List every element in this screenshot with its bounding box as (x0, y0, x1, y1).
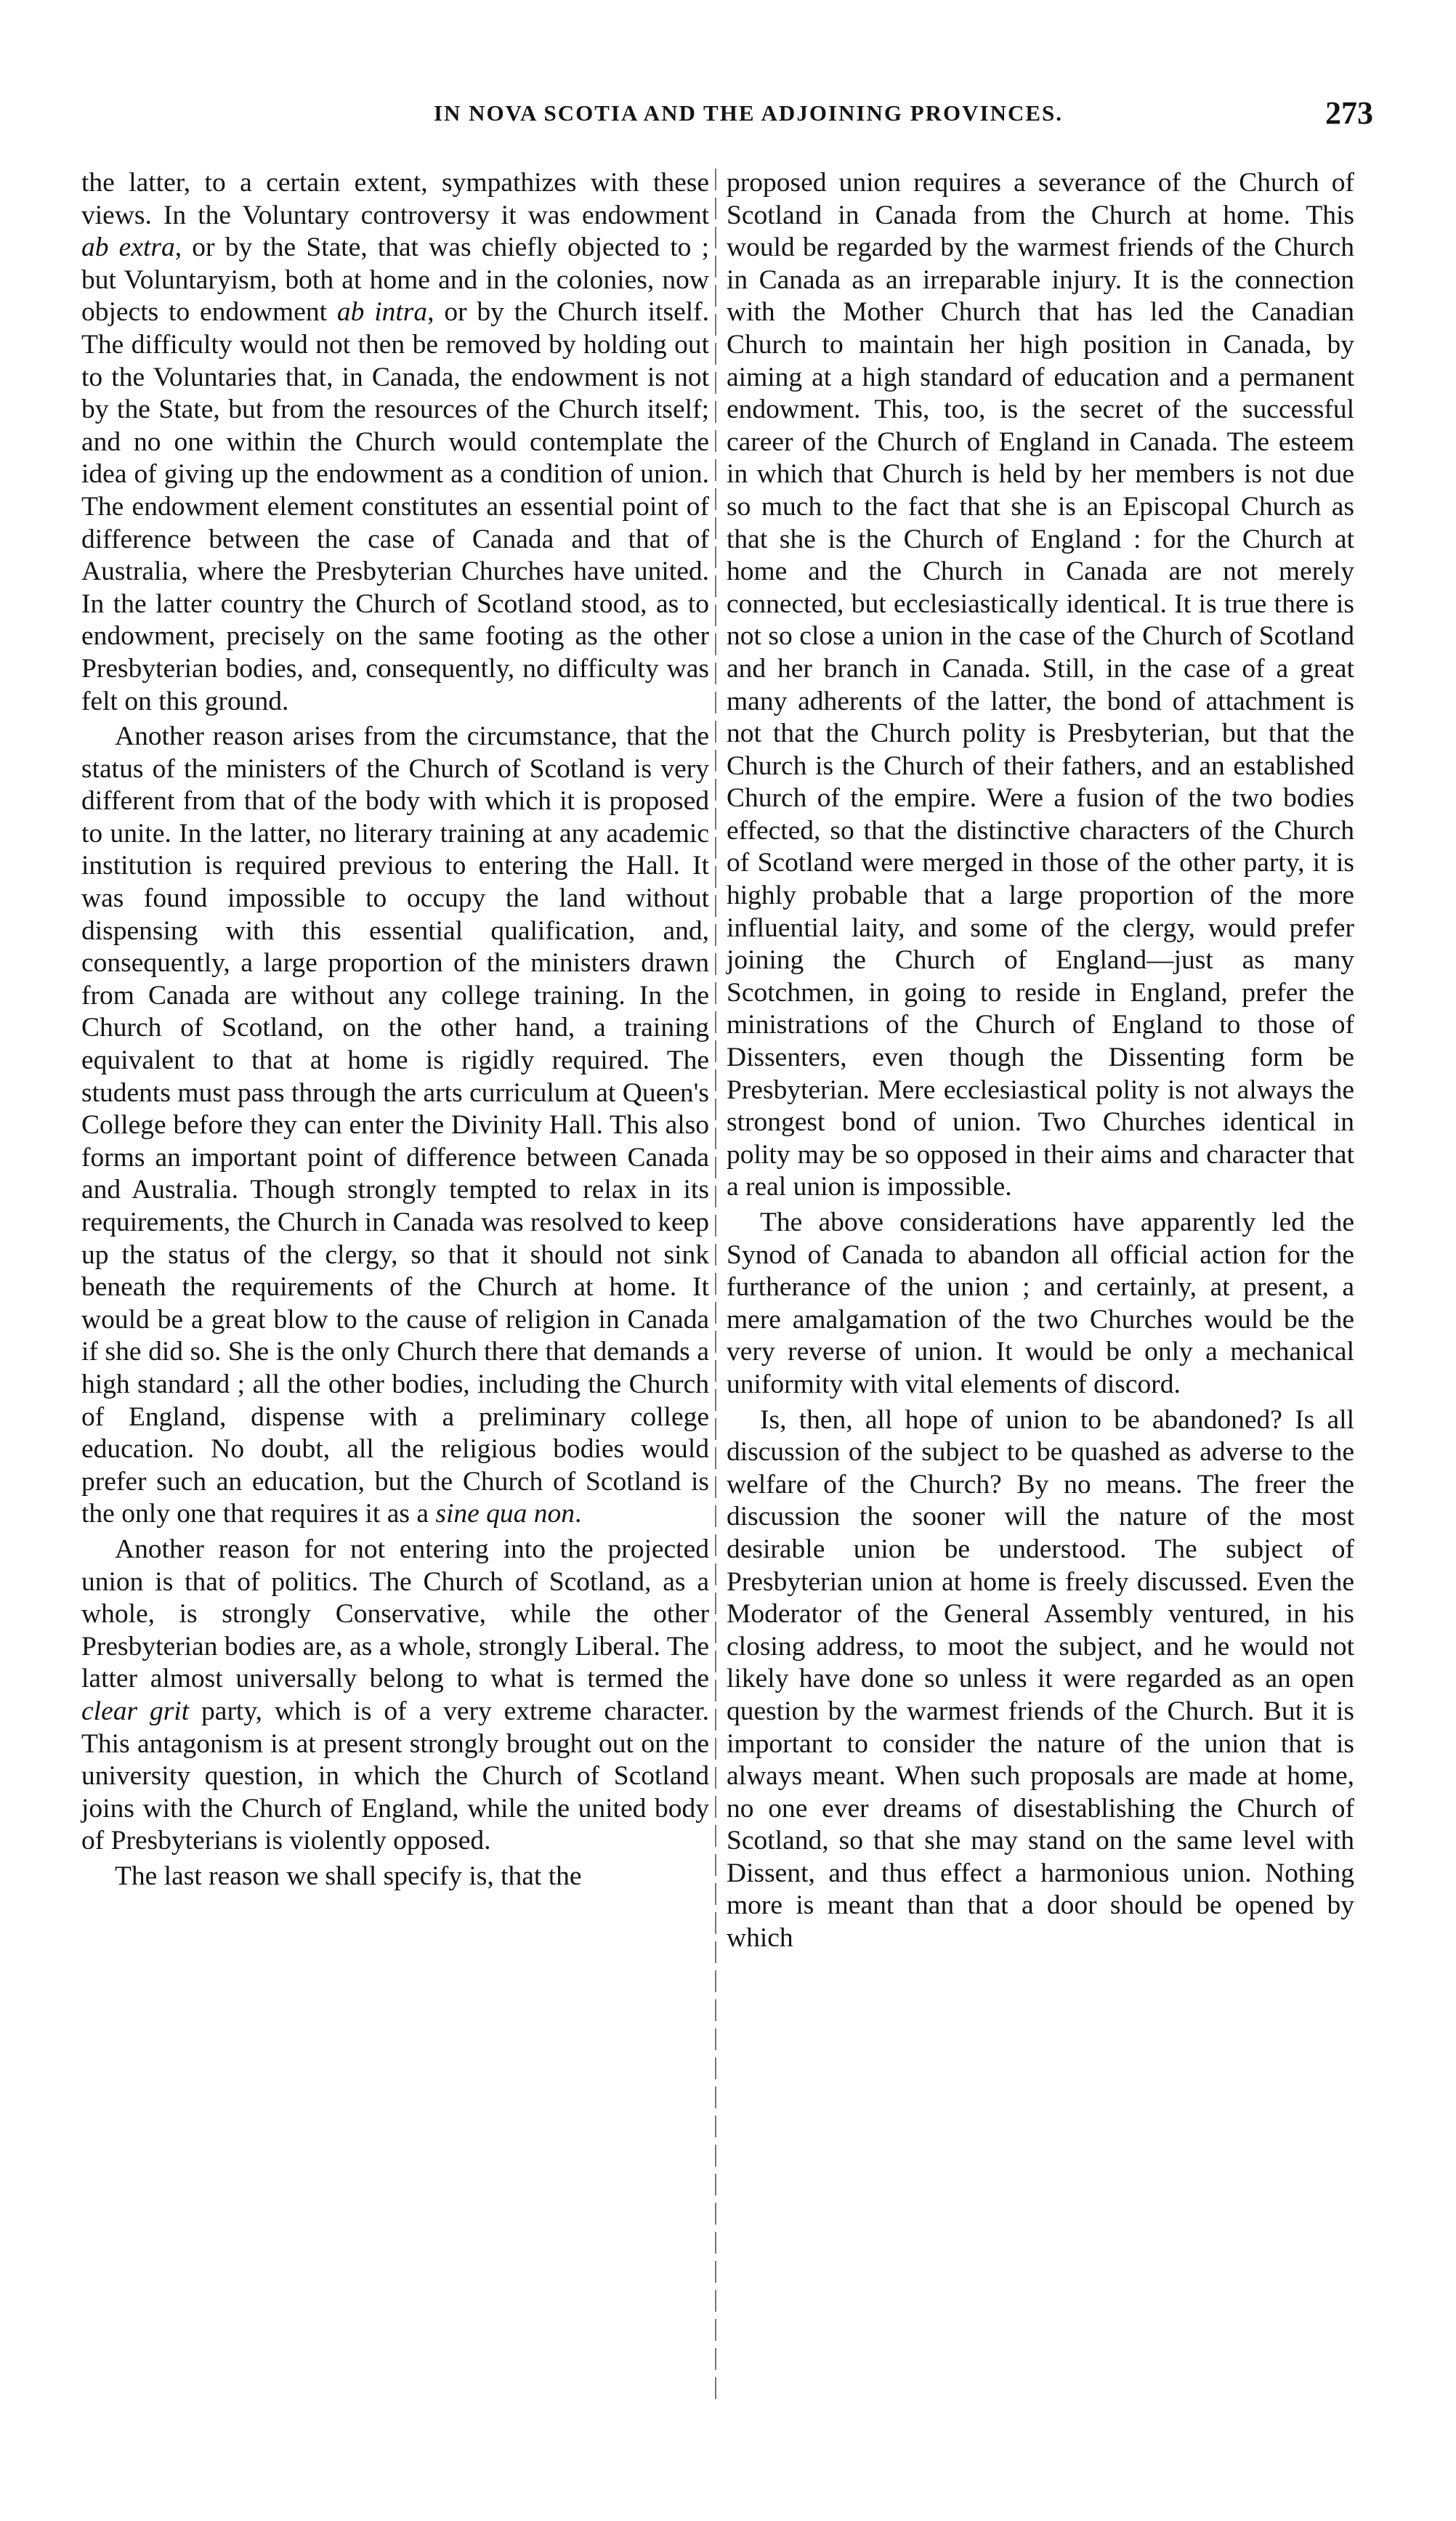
text-run: Another reason for not entering into the projected union is that of politics. The Church of Scotland, as a whole, is strongly Conservative, while the other Presbyterian bodies are, as a whole, strongly Liberal. The latter almost universally belong to what is termed the (81, 1534, 709, 1694)
text-run: . (575, 1499, 582, 1529)
left-paragraph-1 (81, 167, 709, 718)
text-run: party, which is of a very extreme character. This antagonism is at present strongly brought out on the university question, in which the Church of Scotland joins with the Church of England, while the united body of Presbyterians is violently opposed. (81, 1696, 709, 1856)
right-paragraph-3: Is, then, all hope of union to be abandoned? Is all discussion of the subject to be quashed as adverse to the welfare of the Church? By no means. The freer the discussion the sooner will the nature of the most desirable union be understood. The subject of Presbyterian union at home is freely discussed. Even the Moderator of the General Assembly ventured, in his closing address, to moot the subject, and he would not likely have done so unless it were regarded as an open question by the warmest friends of the Church. But it is important to consider the nature of the union that is always meant. When such proposals are made at home, no one ever dreams of disestablishing the Church of Scotland, so that she may stand on the same level with Dissent, and thus effect a harmonious union. Nothing more is meant than that a door should be opened by which (727, 1404, 1354, 1954)
text-run: , or by the State, that was chiefly objected to ; but Voluntaryism, both at home and in the colonies, now objects to endowment (81, 232, 709, 328)
left-paragraph-3 (81, 1534, 709, 1858)
italic-term: sine qua non (435, 1499, 575, 1529)
text-run: , or by the Church itself. The difficulty would not then be removed by holding out to the Voluntaries that, in Canada, the endowment is not by the State, but from the resources of the Church itself; and no one within the Church would contemplate the idea of giving up the endowment as a condition of union. The endowment element constitutes an essential point of difference between the case of Canada and that of Australia, where the Presbyterian Churches have united. In the latter country the Church of Scotland stood, as to endowment, precisely on the same footing as the other Presbyterian bodies, and, consequently, no difficulty was felt on this ground. (81, 297, 709, 716)
text-run: Another reason arises from the circumstance, that the status of the ministers of the Church of Scotland is very different from that of the body with which it is proposed to unite. In the latter, no literary training at any academic institution is required previous to entering the Hall. It was found impossible to occupy the land without dispensing with this essential qualification, and, consequently, a large proportion of the ministers drawn from Canada are without any college training. In the Church of Scotland, on the other hand, a training equivalent to that at home is rigidly required. The students must pass through the arts curriculum at Queen's College before they can enter the Divinity Hall. This also forms an important point of difference between Canada and Australia. Though strongly tempted to relax in its requirements, the Church in Canada was resolved to keep up the status of the clergy, so that it should not sink beneath the requirements of the Church at home. It would be a great blow to the cause of religion in Canada if she did so. She is the only Church there that demands a high standard ; all the other bodies, including the Church of England, dispense with a preliminary college education. No doubt, all the religious bodies would prefer such an education, but the Church of Scotland is the only one that requires it as a (81, 721, 709, 1529)
left-paragraph-2 (81, 721, 709, 1531)
text-run: the latter, to a certain extent, sympathizes with these views. In the Voluntary controversy it was endowment (81, 168, 709, 230)
column-rule (715, 169, 716, 2406)
italic-term: ab extra (81, 232, 175, 263)
left-column (81, 167, 709, 1893)
running-head (80, 95, 1373, 144)
right-paragraph-1: proposed union requires a severance of the Church of Scotland in Canada from the Church at home. This would be regarded by the warmest friends of the Church in Canada as an irreparable injury. It is the connection with the Mother Church that has led the Canadian Church to maintain her high position in Canada, by aiming at a high standard of education and a permanent endowment. This, too, is the secret of the successful career of the Church of England in Canada. The esteem in which that Church is held by her members is not due so much to the fact that she is an Episcopal Church as that she is the Church of England : for the Church at home and the Church in Canada are not merely connected, but ecclesiastically identical. It is true there is not so close a union in the case of the Church of Scotland and her branch in Canada. Still, in the case of a great many adherents of the latter, the bond of attachment is not that the Church polity is Presbyterian, but that the Church is the Church of their fathers, and an established Church of the empire. Were a fusion of the two bodies effected, so that the distinctive characters of the Church of Scotland were merged in those of the other party, it is highly probable that a large proportion of the more influential laity, and some of the clergy, would prefer joining the Church of England—just as many Scotchmen, in going to reside in England, prefer the ministrations of the Church of England to those of Dissenters, even though the Dissenting form be Presbyterian. Mere ecclesiastical polity is not always the strongest bond of union. Two Churches identical in polity may be so opposed in their aims and character that a real union is impossible. (727, 168, 1354, 1202)
running-title: IN NOVA SCOTIA AND THE ADJOINING PROVINCES. (433, 100, 1064, 126)
italic-term: ab intra (336, 297, 428, 328)
left-paragraph-4: The last reason we shall specify is, that the (115, 1861, 582, 1891)
page-number: 273 (1325, 95, 1373, 131)
italic-term: clear grit (81, 1696, 190, 1726)
right-column (727, 167, 1354, 1955)
right-paragraph-2: The above considerations have apparently led the Synod of Canada to abandon all official action for the furtherance of the union ; and certainly, at present, a mere amalgamation of the two Churches would be the very reverse of union. It would be only a mechanical uniformity with vital elements of discord. (727, 1207, 1354, 1399)
